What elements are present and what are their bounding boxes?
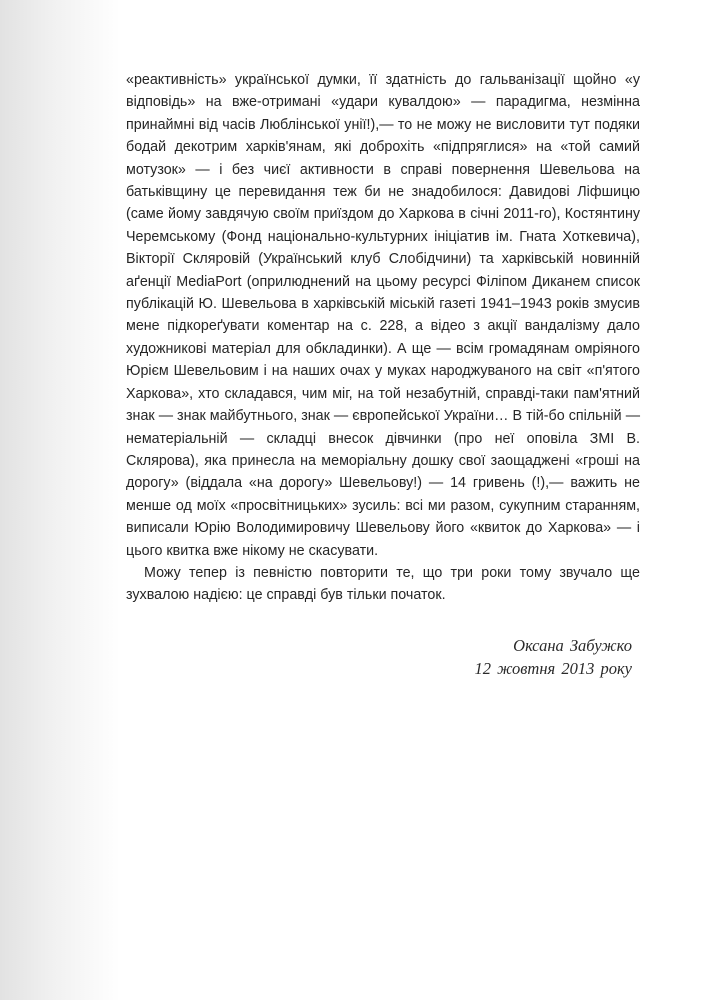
- paragraph-continued: «реактивність» української думки, її здатність до гальванізації щойно «у відповідь» на вже-отримані «удари кувалдою» — парадигма, незмінна принаймні від часів Люблінської унії!),— то не можу не висловити тут подяки бодай декотрим харків'янам, які доброхіть «підпряглися» на «той самий мотузок» — і без чиєї активности в справі повернення Шевельова на батьківщину це перевидання теж би не знадобилося: Давидові Ліфшицю (саме йому завдячую своїм приїздом до Харкова в січні 2011-го), Костянтину Черемському (Фонд національно-культурних ініціатив ім. Гната Хоткевича), Вікторії Скляровій (Український клуб Слобідчини) та харківській новинній аґенції MediaPort (оприлюднений на цьому ресурсі Філіпом Диканем список публікацій Ю. Шевельова в харківській міській газеті 1941–1943 років змусив мене підкореґувати коментар на с. 228, а відео з акції вандалізму дало художникові матеріал для обкладинки). А ще — всім громадянам омріяного Юрієм Шевельовим і на наших очах у муках народжуваного на світ «п'ятого Харкова», хто складався, чим міг, на той незабутній, справді-таки пам'ятний знак — знак майбутнього, знак — європейської України… В тій-бо спільній — нематеріальній — складці внесок дівчинки (про неї оповіла ЗМІ В. Склярова), яка принесла на меморіальну дошку свої заощаджені «гроші на дорогу» (віддала «на дорогу» Шевельову!) — 14 гривень (!),— важить не менше од моїх «просвітницьких» зусиль: всі ми разом, сукупним старанням, виписали Юрію Володимировичу Шевельову його «квиток до Харкова» — і цього квитка вже нікому не скасувати.: [126, 72, 640, 559]
- binding-shadow: [0, 0, 120, 1000]
- author-name: Оксана Забужко: [513, 636, 632, 655]
- body-text: [126, 69, 640, 607]
- signature-block: [474, 634, 632, 680]
- signature-date: 12 жовтня 2013 року: [474, 659, 632, 678]
- paragraph-closing: Можу тепер із певністю повторити те, що три роки тому звучало ще зухвалою надією: це справді був тільки початок.: [126, 564, 640, 604]
